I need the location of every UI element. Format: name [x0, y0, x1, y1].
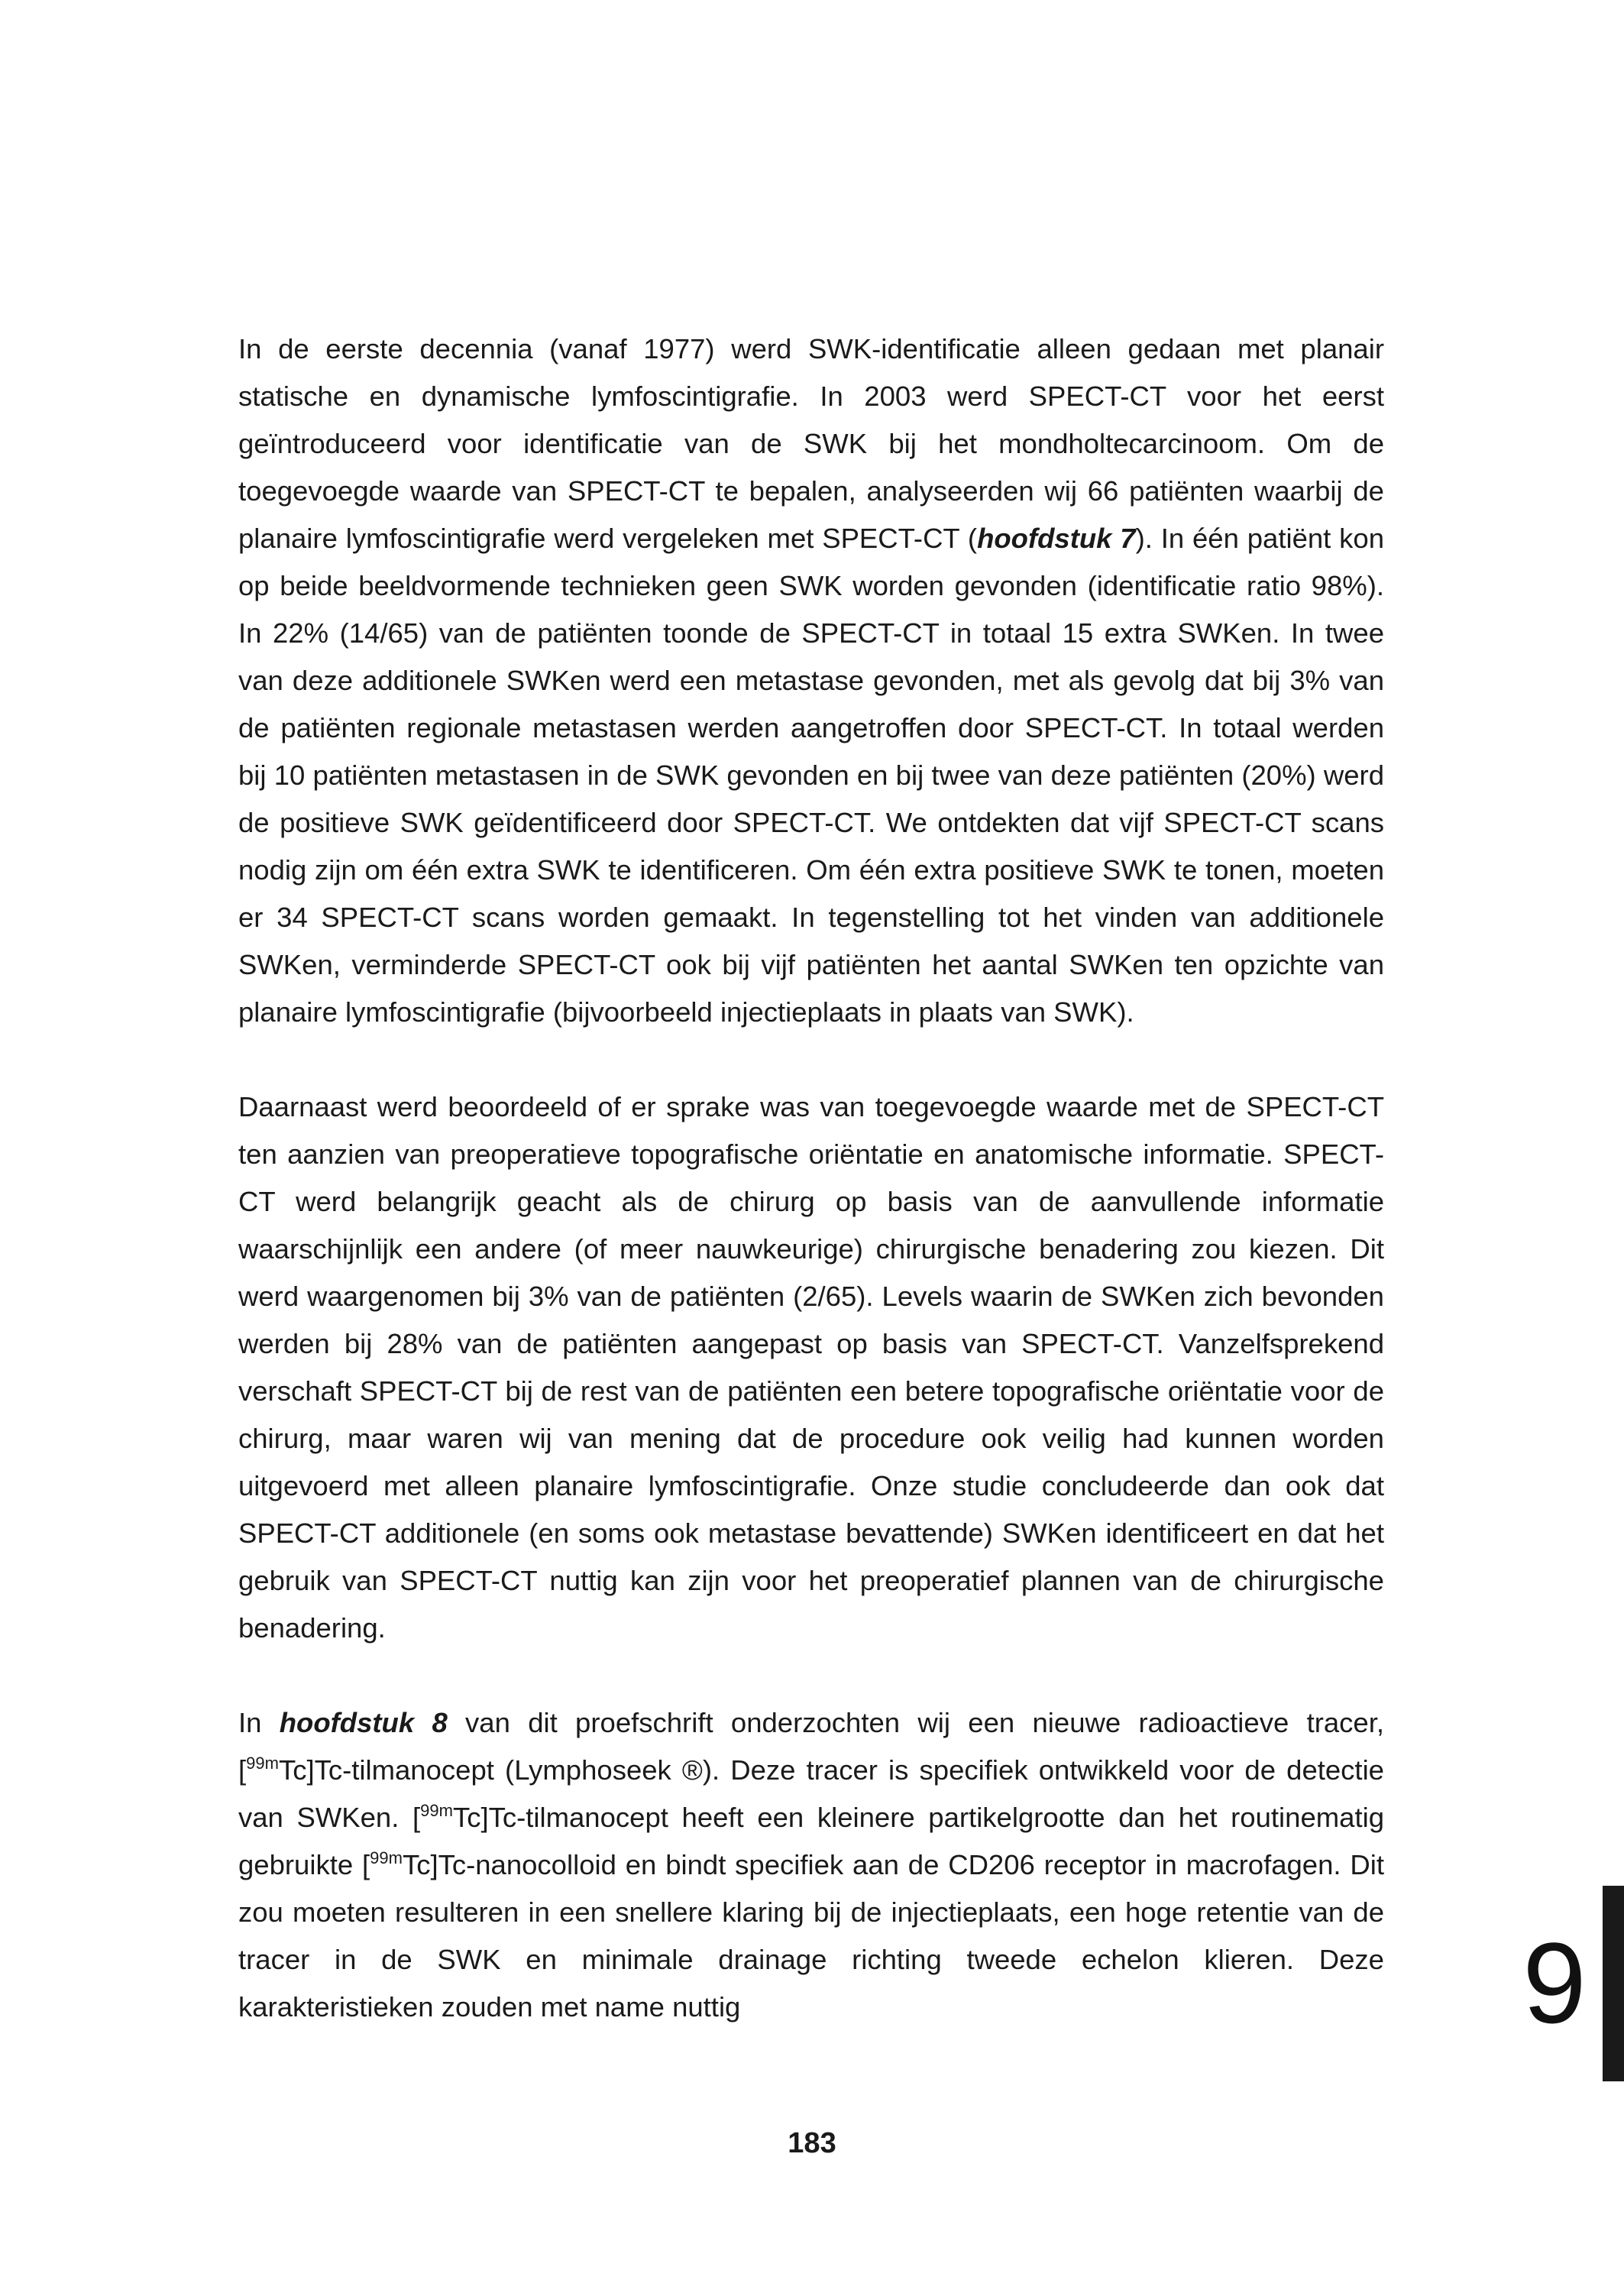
chapter-tab-marker [1603, 1886, 1624, 2081]
isotope-superscript: 99m [420, 1801, 453, 1820]
isotope-superscript: 99m [246, 1754, 279, 1773]
paragraph-text: van dit proefschrift onderzochten wij een nieuwe radioactieve tracer, [ [238, 1707, 1384, 1786]
page-body [238, 325, 1384, 2031]
paragraph-text: Daarnaast werd beoordeeld of er sprake was van toegevoegde waarde met de SPECT-CT ten aanzien van preoperatieve topografische oriëntatie en anatomische informatie. SPECT-CT werd belangrijk geacht als de chirurg op basis van de aanvullende informatie waarschijnlijk een andere (of meer nauwkeurige) chirurgische benadering zou kiezen. Dit werd waargenomen bij 3% van de patiënten (2/65). Levels waarin de SWKen zich bevonden werden bij 28% van de patiënten aangepast op basis van SPECT-CT. Vanzelfsprekend verschaft SPECT-CT bij de rest van de patiënten een betere topografische oriëntatie voor de chirurg, maar waren wij van mening dat de procedure ook veilig had kunnen worden uitgevoerd met alleen planaire lymfoscintigrafie. Onze studie concludeerde dan ook dat SPECT-CT additionele (en soms ook metastase bevattende) SWKen identificeert en dat het gebruik van SPECT-CT nuttig kan zijn voor het preoperatief plannen van de chirurgische benadering. [238, 1091, 1384, 1644]
paragraph-topographic-orientation [238, 1083, 1384, 1652]
chapter-reference: hoofdstuk 8 [279, 1707, 448, 1738]
paragraph-text: Tc]Tc-tilmanocept (Lymphoseek ®). Deze tracer is specifiek ontwikkeld voor de detectie van SWKen. [ [238, 1754, 1384, 1833]
chapter-reference: hoofdstuk 7 [977, 523, 1136, 554]
page-number: 183 [788, 2127, 836, 2159]
paragraph-spect-ct-added-value [238, 325, 1384, 1036]
paragraph-tilmanocept [238, 1699, 1384, 2031]
chapter-number: 9 [1522, 1919, 1587, 2047]
paragraph-text: Tc]Tc-nanocolloid en bindt specifiek aan de CD206 receptor in macrofagen. Dit zou moeten resulteren in een snellere klaring bij de injectieplaats, een hoge retentie van de tracer in de SWK en minimale drainage richting tweede echelon klieren. Deze karakteristieken zouden met name nuttig [238, 1849, 1384, 2023]
paragraph-text: In de eerste decennia (vanaf 1977) werd SWK-identificatie alleen gedaan met planair statische en dynamische lymfoscintigrafie. In 2003 werd SPECT-CT voor het eerst geïntroduceerd voor identificatie van de SWK bij het mondholtecarcinoom. Om de toegevoegde waarde van SPECT-CT te bepalen, analyseerden wij 66 patiënten waarbij de planaire lymfoscintigrafie werd vergeleken met SPECT-CT ( [238, 333, 1384, 554]
isotope-superscript: 99m [370, 1848, 403, 1867]
paragraph-text: Tc]Tc-tilmanocept heeft een kleinere partikelgrootte dan het routinematig gebruikte [ [238, 1802, 1384, 1880]
paragraph-text: In [238, 1707, 280, 1738]
paragraph-text: ). In één patiënt kon op beide beeldvormende technieken geen SWK worden gevonden (identificatie ratio 98%). In 22% (14/65) van de patiënten toonde de SPECT-CT in totaal 15 extra SWKen. In twee van deze additionele SWKen werd een metastase gevonden, met als gevolg dat bij 3% van de patiënten regionale metastasen werden aangetroffen door SPECT-CT. In totaal werden bij 10 patiënten metastasen in de SWK gevonden en bij twee van deze patiënten (20%) werd de positieve SWK geïdentificeerd door SPECT-CT. We ontdekten dat vijf SPECT-CT scans nodig zijn om één extra SWK te identificeren. Om één extra positieve SWK te tonen, moeten er 34 SPECT-CT scans worden gemaakt. In tegenstelling tot het vinden van additionele SWKen, verminderde SPECT-CT ook bij vijf patiënten het aantal SWKen ten opzichte van planaire lymfoscintigrafie (bijvoorbeeld injectieplaats in plaats van SWK). [238, 523, 1385, 1028]
